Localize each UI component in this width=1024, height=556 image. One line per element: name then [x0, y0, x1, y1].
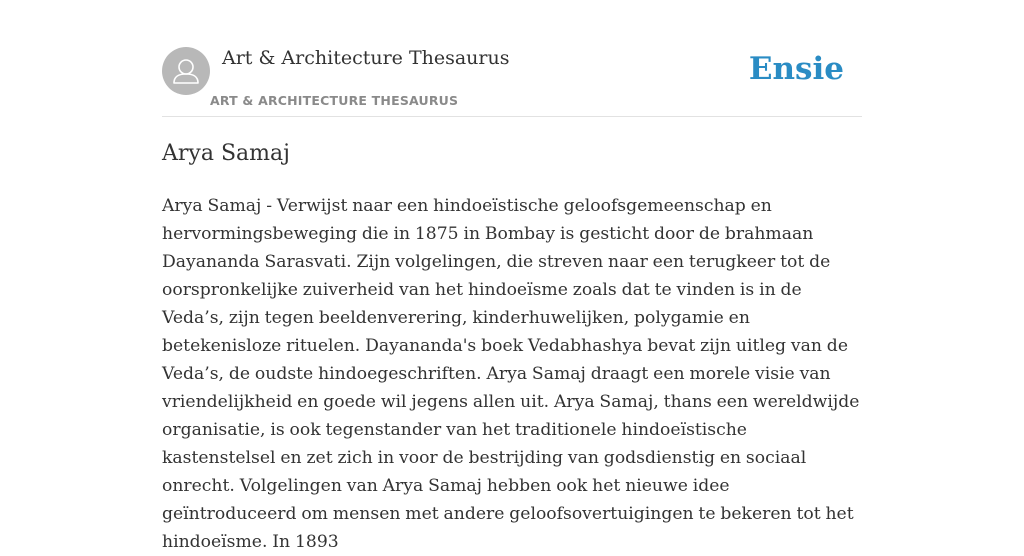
ensie-logo[interactable]: Ensie: [748, 51, 844, 87]
person-icon: [162, 47, 210, 95]
article-title: Arya Samaj: [162, 141, 290, 166]
header: [162, 46, 862, 117]
source-title[interactable]: Art & Architecture Thesaurus: [222, 47, 510, 69]
user-avatar-icon[interactable]: [162, 47, 210, 95]
source-subtitle[interactable]: ART & ARCHITECTURE THESAURUS: [210, 93, 459, 108]
article-body: Arya Samaj - Verwijst naar een hindoeïstische geloofsgemeenschap en hervormingsbeweging die in 1875 in Bombay is gesticht door de brahmaan Dayananda Sarasvati. Zijn volgelingen, die streven naar een terugkeer tot de oorspronkelijke zuiverheid van het hindoeïsme zoals dat te vinden is in de Veda’s, zijn tegen beeldenverering, kinderhuwelijken, polygamie en betekenisloze rituelen. Dayananda's boek Vedabhashya bevat zijn uitleg van de Veda’s, de oudste hindoegeschriften. Arya Samaj draagt een morele visie van vriendelijkheid en goede wil jegens allen uit. Arya Samaj, thans een wereldwijde organisatie, is ook tegenstander van het traditionele hindoeïstische kastenstelsel en zet zich in voor de bestrijding van godsdienstig en sociaal onrecht. Volgelingen van Arya Samaj hebben ook het nieuwe idee geïntroduceerd om mensen met andere geloofsovertuigingen te bekeren tot het hindoeïsme. In 1893: [162, 196, 860, 552]
